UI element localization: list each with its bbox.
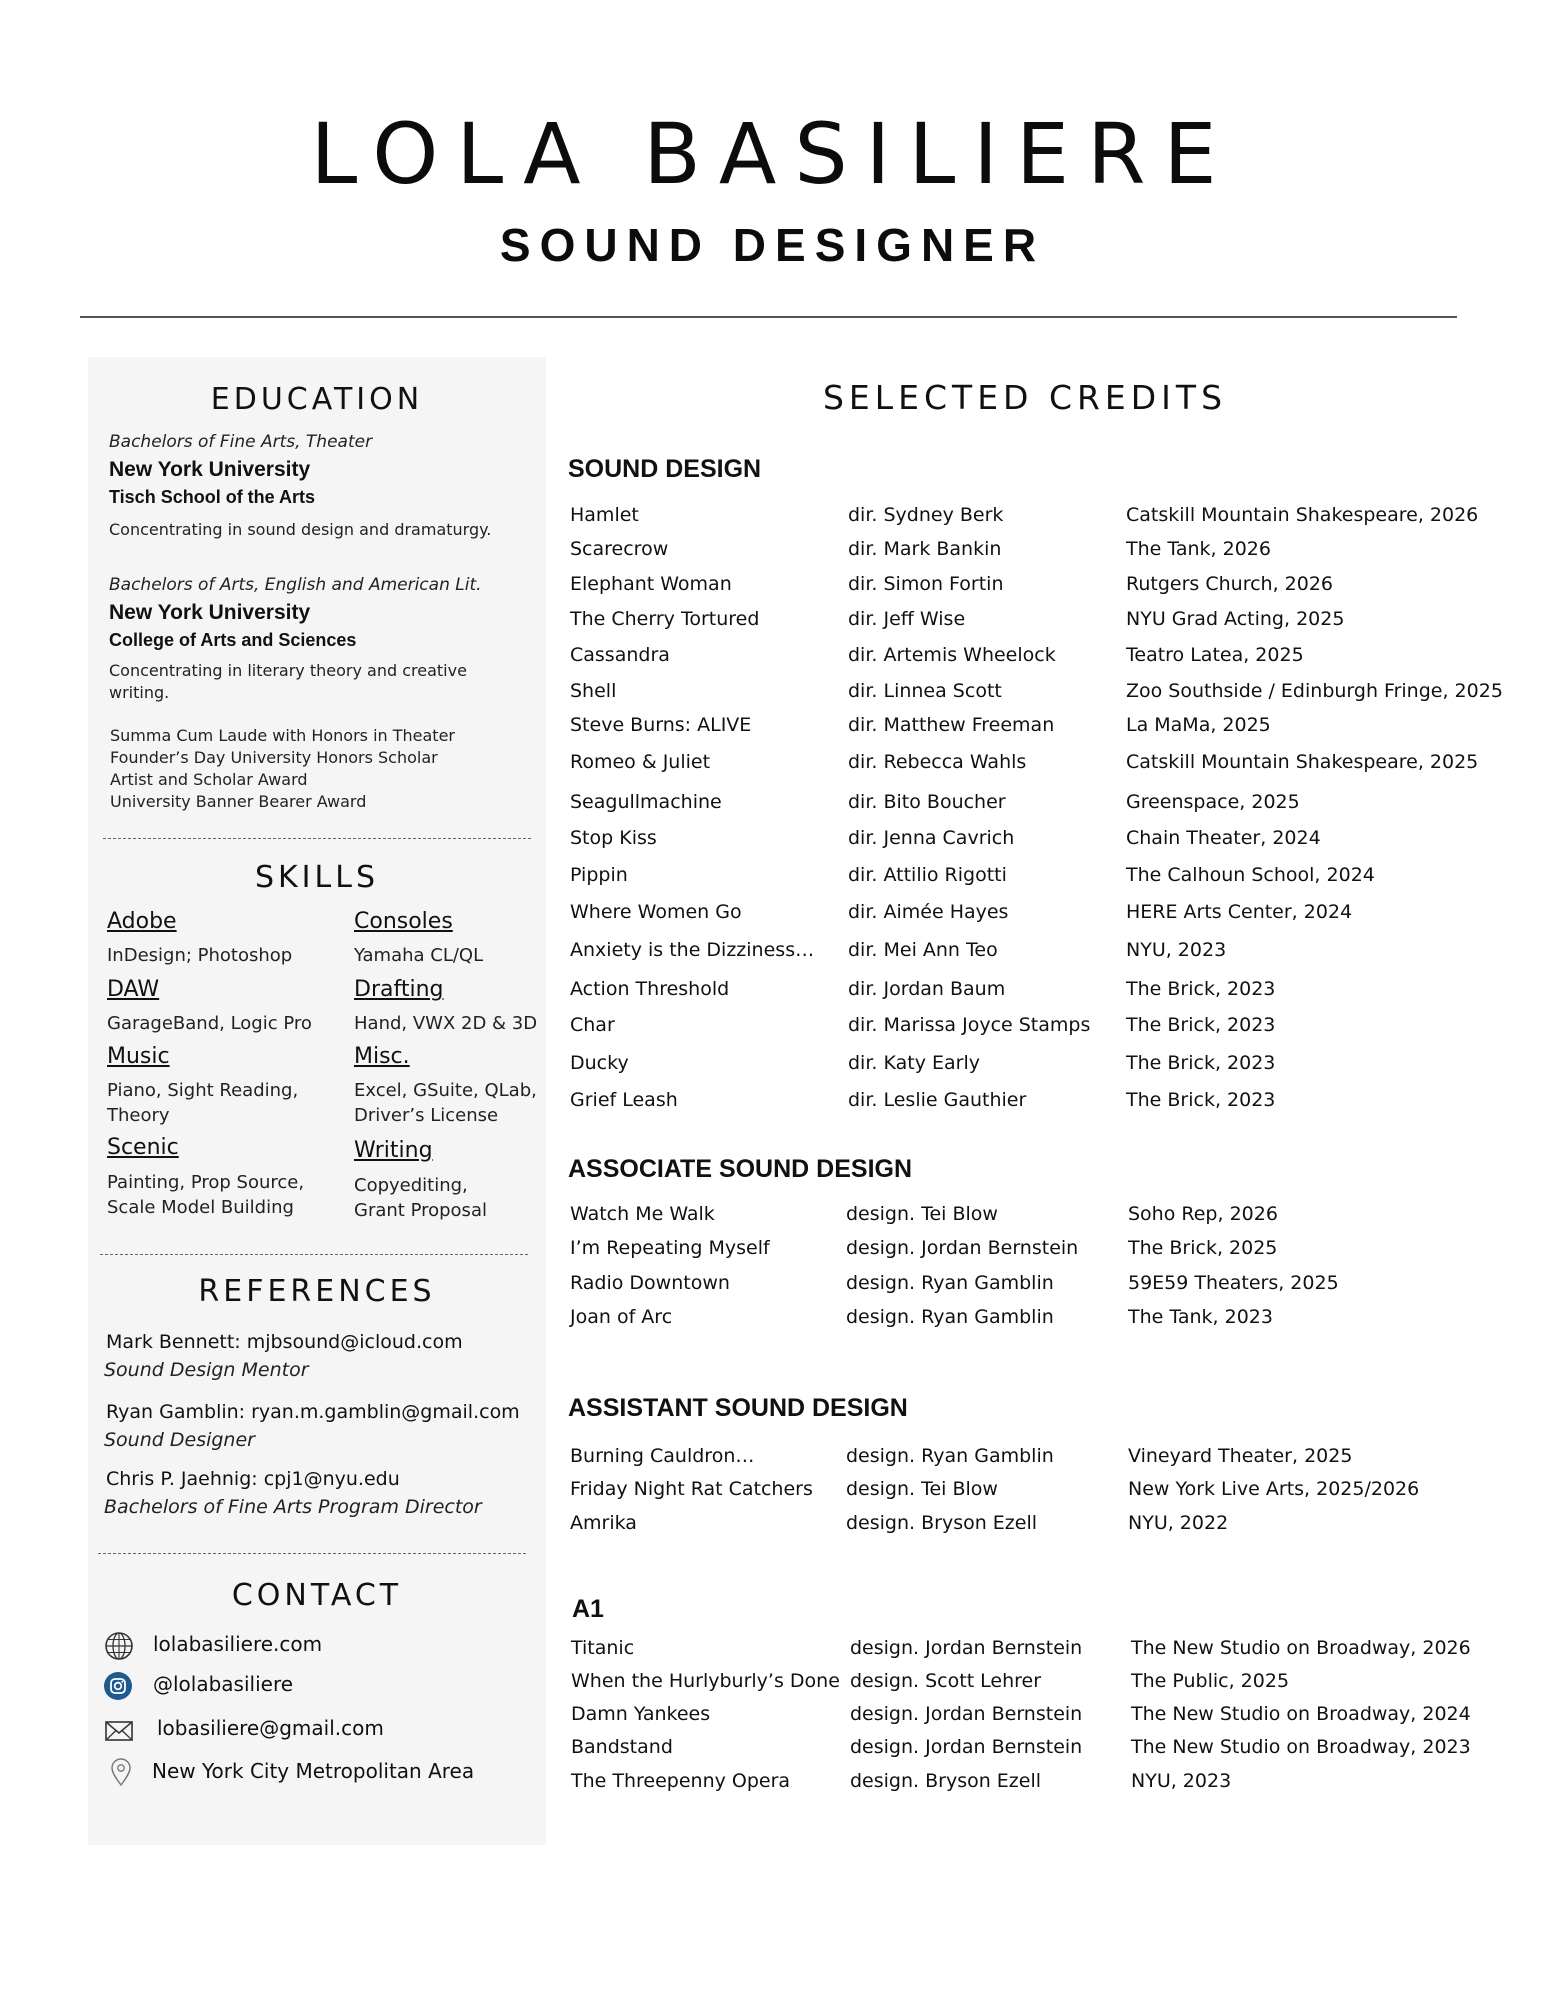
credit-title: Bandstand bbox=[571, 1736, 673, 1758]
credit-director: dir. Artemis Wheelock bbox=[848, 644, 1056, 666]
credit-venue: The Calhoun School, 2024 bbox=[1126, 864, 1375, 886]
credit-director: dir. Attilio Rigotti bbox=[848, 864, 1007, 886]
credit-title: Scarecrow bbox=[570, 538, 669, 560]
credit-venue: HERE Arts Center, 2024 bbox=[1126, 901, 1353, 923]
credit-venue: The Brick, 2023 bbox=[1126, 1052, 1276, 1074]
credit-venue: NYU Grad Acting, 2025 bbox=[1126, 608, 1345, 630]
skill-value: Painting, Prop Source, Scale Model Building bbox=[107, 1172, 305, 1218]
credit-director: dir. Jenna Cavrich bbox=[848, 827, 1015, 849]
credit-title: Seagullmachine bbox=[570, 791, 722, 813]
credits-heading: SELECTED CREDITS bbox=[822, 378, 1228, 417]
credit-director: design. Scott Lehrer bbox=[850, 1670, 1042, 1692]
education-note: Concentrating in sound design and dramaturgy. bbox=[109, 520, 492, 539]
skill-heading: Writing bbox=[354, 1138, 433, 1163]
credit-director: design. Jordan Bernstein bbox=[850, 1703, 1083, 1725]
credit-venue: Vineyard Theater, 2025 bbox=[1128, 1445, 1353, 1467]
credit-venue: The New Studio on Broadway, 2024 bbox=[1131, 1703, 1471, 1725]
credit-title: Amrika bbox=[570, 1512, 637, 1534]
credit-title: Burning Cauldron… bbox=[570, 1445, 755, 1467]
skill-value: Hand, VWX 2D & 3D bbox=[354, 1013, 538, 1034]
credit-title: The Cherry Tortured bbox=[570, 608, 760, 630]
credit-venue: The Public, 2025 bbox=[1131, 1670, 1290, 1692]
education-degree: Bachelors of Arts, English and American Lit. bbox=[109, 575, 482, 595]
education-college: Tisch School of the Arts bbox=[109, 487, 316, 507]
header-divider bbox=[80, 316, 1457, 318]
credit-venue: The Brick, 2023 bbox=[1126, 1014, 1276, 1036]
credit-venue: The New Studio on Broadway, 2023 bbox=[1131, 1736, 1471, 1758]
credit-venue: Rutgers Church, 2026 bbox=[1126, 573, 1334, 595]
credit-title: Ducky bbox=[570, 1052, 629, 1074]
skill-heading: Music bbox=[107, 1044, 170, 1069]
envelope-icon bbox=[104, 1716, 134, 1746]
credit-venue: New York Live Arts, 2025/2026 bbox=[1128, 1478, 1420, 1500]
education-note: Concentrating in literary theory and creative writing. bbox=[109, 661, 467, 702]
credit-director: design. Ryan Gamblin bbox=[846, 1272, 1054, 1294]
website-link[interactable]: lolabasiliere.com bbox=[153, 1632, 323, 1656]
globe-icon bbox=[104, 1631, 134, 1661]
skill-value: GarageBand, Logic Pro bbox=[107, 1013, 312, 1034]
credit-title: I’m Repeating Myself bbox=[570, 1237, 770, 1259]
credit-title: Joan of Arc bbox=[570, 1306, 673, 1328]
credit-title: Pippin bbox=[570, 864, 628, 886]
credit-title: Char bbox=[570, 1014, 615, 1036]
education-school: New York University bbox=[109, 458, 311, 481]
instagram-icon[interactable] bbox=[103, 1671, 133, 1701]
skills-heading: SKILLS bbox=[254, 860, 380, 895]
credit-venue: The Brick, 2025 bbox=[1128, 1237, 1278, 1259]
credit-venue: Catskill Mountain Shakespeare, 2026 bbox=[1126, 504, 1479, 526]
credit-title: Cassandra bbox=[570, 644, 670, 666]
email-link[interactable]: lobasiliere@gmail.com bbox=[157, 1716, 384, 1740]
honor-item: Founder’s Day University Honors Scholar bbox=[110, 748, 438, 767]
credit-title: Grief Leash bbox=[570, 1089, 678, 1111]
reference-role: Sound Design Mentor bbox=[104, 1359, 309, 1381]
credit-title: Titanic bbox=[571, 1637, 635, 1659]
skill-value: Copyediting, Grant Proposal bbox=[354, 1175, 487, 1221]
education-degree: Bachelors of Fine Arts, Theater bbox=[109, 432, 373, 452]
credit-title: Action Threshold bbox=[570, 978, 730, 1000]
credit-director: design. Tei Blow bbox=[846, 1203, 998, 1225]
credit-venue: The New Studio on Broadway, 2026 bbox=[1131, 1637, 1471, 1659]
reference-contact: Ryan Gamblin: ryan.m.gamblin@gmail.com bbox=[106, 1401, 520, 1423]
credit-title: Elephant Woman bbox=[570, 573, 732, 595]
credit-director: design. Tei Blow bbox=[846, 1478, 998, 1500]
location-pin-icon bbox=[106, 1757, 136, 1787]
credit-venue: Greenspace, 2025 bbox=[1126, 791, 1300, 813]
credit-director: dir. Jeff Wise bbox=[848, 608, 966, 630]
credit-director: dir. Mark Bankin bbox=[848, 538, 1002, 560]
credit-title: Romeo & Juliet bbox=[570, 751, 711, 773]
credit-director: dir. Linnea Scott bbox=[848, 680, 1002, 702]
credit-director: design. Ryan Gamblin bbox=[846, 1445, 1054, 1467]
credit-director: dir. Matthew Freeman bbox=[848, 714, 1055, 736]
skill-heading: DAW bbox=[107, 977, 160, 1002]
reference-contact: Chris P. Jaehnig: cpj1@nyu.edu bbox=[106, 1468, 400, 1490]
credit-title: Anxiety is the Dizziness… bbox=[570, 939, 815, 961]
credit-director: dir. Aimée Hayes bbox=[848, 901, 1009, 923]
credit-director: dir. Bito Boucher bbox=[848, 791, 1006, 813]
credit-title: Radio Downtown bbox=[570, 1272, 730, 1294]
reference-role: Sound Designer bbox=[104, 1429, 255, 1451]
honor-item: Summa Cum Laude with Honors in Theater bbox=[110, 726, 455, 745]
a1-heading: A1 bbox=[572, 1595, 604, 1623]
credit-title: Watch Me Walk bbox=[570, 1203, 715, 1225]
education-heading: EDUCATION bbox=[210, 382, 424, 417]
education-school: New York University bbox=[109, 601, 311, 624]
reference-contact: Mark Bennett: mjbsound@icloud.com bbox=[106, 1331, 463, 1353]
skill-heading: Scenic bbox=[107, 1135, 179, 1160]
reference-role: Bachelors of Fine Arts Program Director bbox=[104, 1496, 482, 1518]
contact-heading: CONTACT bbox=[231, 1578, 403, 1613]
candidate-title: SOUND DESIGNER bbox=[499, 219, 1046, 271]
credit-title: Hamlet bbox=[570, 504, 639, 526]
credit-venue: La MaMa, 2025 bbox=[1126, 714, 1271, 736]
candidate-name: LOLA BASILIERE bbox=[310, 105, 1235, 203]
instagram-link[interactable]: @lolabasiliere bbox=[153, 1672, 294, 1696]
credit-venue: The Brick, 2023 bbox=[1126, 978, 1276, 1000]
credit-title: Shell bbox=[570, 680, 617, 702]
credit-title: When the Hurlyburly’s Done bbox=[571, 1670, 840, 1692]
credit-venue: Soho Rep, 2026 bbox=[1128, 1203, 1278, 1225]
credit-venue: Zoo Southside / Edinburgh Fringe, 2025 bbox=[1126, 680, 1503, 702]
credit-director: dir. Rebecca Wahls bbox=[848, 751, 1027, 773]
credit-title: Where Women Go bbox=[570, 901, 742, 923]
skill-value: Piano, Sight Reading, Theory bbox=[107, 1080, 299, 1126]
credit-director: design. Bryson Ezell bbox=[846, 1512, 1038, 1534]
location-text: New York City Metropolitan Area bbox=[152, 1759, 475, 1783]
credit-venue: 59E59 Theaters, 2025 bbox=[1128, 1272, 1339, 1294]
credit-director: dir. Mei Ann Teo bbox=[848, 939, 998, 961]
assistant-sound-design-heading: ASSISTANT SOUND DESIGN bbox=[568, 1394, 908, 1422]
section-divider bbox=[100, 1254, 528, 1255]
credit-title: Friday Night Rat Catchers bbox=[570, 1478, 813, 1500]
skill-heading: Drafting bbox=[354, 977, 444, 1002]
credit-venue: Chain Theater, 2024 bbox=[1126, 827, 1321, 849]
skill-value: InDesign; Photoshop bbox=[107, 945, 293, 966]
credit-venue: Catskill Mountain Shakespeare, 2025 bbox=[1126, 751, 1479, 773]
section-divider bbox=[103, 838, 531, 839]
sound-design-heading: SOUND DESIGN bbox=[568, 455, 762, 483]
credit-director: dir. Jordan Baum bbox=[848, 978, 1006, 1000]
credit-director: design. Jordan Bernstein bbox=[850, 1736, 1083, 1758]
credit-director: dir. Marissa Joyce Stamps bbox=[848, 1014, 1091, 1036]
associate-sound-design-heading: ASSOCIATE SOUND DESIGN bbox=[568, 1155, 913, 1183]
skill-heading: Consoles bbox=[354, 909, 453, 934]
credit-venue: NYU, 2023 bbox=[1131, 1770, 1232, 1792]
section-divider bbox=[98, 1553, 526, 1554]
credit-director: dir. Leslie Gauthier bbox=[848, 1089, 1027, 1111]
skill-heading: Adobe bbox=[107, 909, 177, 934]
credit-venue: Teatro Latea, 2025 bbox=[1126, 644, 1304, 666]
credit-venue: NYU, 2023 bbox=[1126, 939, 1227, 961]
credit-venue: The Tank, 2026 bbox=[1126, 538, 1271, 560]
credit-venue: NYU, 2022 bbox=[1128, 1512, 1229, 1534]
education-college: College of Arts and Sciences bbox=[109, 630, 357, 650]
credit-title: The Threepenny Opera bbox=[571, 1770, 791, 1792]
credit-title: Steve Burns: ALIVE bbox=[570, 714, 752, 736]
credit-director: dir. Sydney Berk bbox=[848, 504, 1004, 526]
credit-venue: The Brick, 2023 bbox=[1126, 1089, 1276, 1111]
credit-director: design. Jordan Bernstein bbox=[850, 1637, 1083, 1659]
credit-director: design. Ryan Gamblin bbox=[846, 1306, 1054, 1328]
credit-title: Damn Yankees bbox=[571, 1703, 711, 1725]
honor-item: Artist and Scholar Award bbox=[110, 770, 308, 789]
credit-director: design. Jordan Bernstein bbox=[846, 1237, 1079, 1259]
skill-value: Yamaha CL/QL bbox=[354, 945, 484, 966]
honor-item: University Banner Bearer Award bbox=[110, 792, 367, 811]
credit-director: dir. Katy Early bbox=[848, 1052, 980, 1074]
credit-director: dir. Simon Fortin bbox=[848, 573, 1004, 595]
credit-director: design. Bryson Ezell bbox=[850, 1770, 1042, 1792]
skill-value: Excel, GSuite, QLab, Driver’s License bbox=[354, 1080, 537, 1126]
skill-heading: Misc. bbox=[354, 1044, 410, 1069]
references-heading: REFERENCES bbox=[198, 1274, 436, 1309]
credit-venue: The Tank, 2023 bbox=[1128, 1306, 1273, 1328]
credit-title: Stop Kiss bbox=[570, 827, 657, 849]
